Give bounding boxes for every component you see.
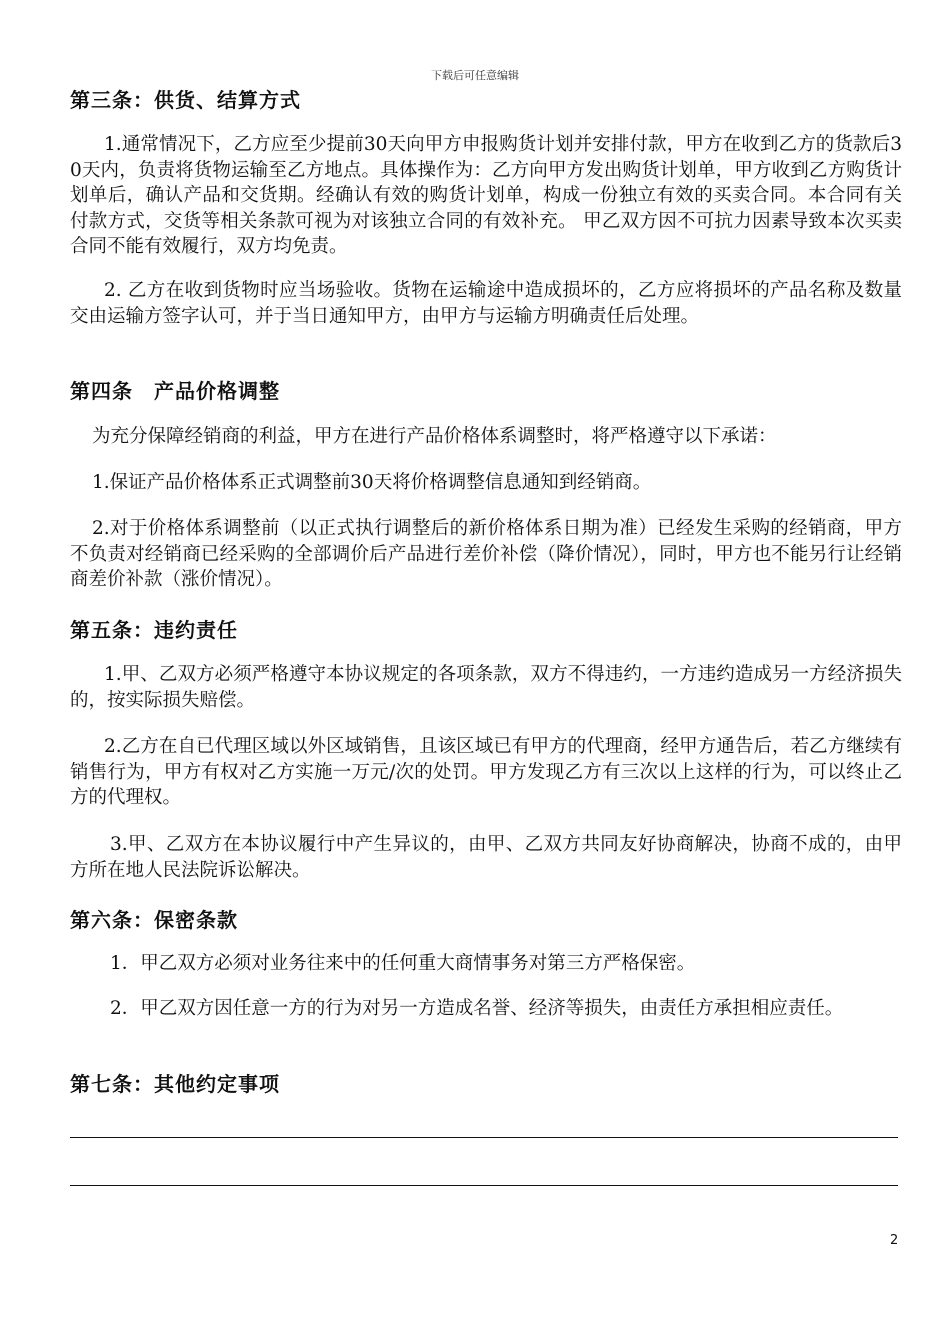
- section-3-heading: 第三条：供货、结算方式: [70, 88, 301, 112]
- section-5-heading: 第五条：违约责任: [70, 618, 238, 642]
- section-6-heading: 第六条：保密条款: [70, 908, 238, 932]
- header-note: 下载后可任意编辑: [431, 69, 519, 82]
- section-6-paragraph-1: 1．甲乙双方必须对业务往来中的任何重大商情事务对第三方严格保密。: [110, 953, 696, 974]
- section-5-paragraph-2: 2.乙方在自已代理区域以外区域销售，且该区域已有甲方的代理商，经甲方通告后，若乙方继续有销售行为，甲方有权对乙方实施一万元/次的处罚。甲方发现乙方有三次以上这样的行为，可以终止乙方的代理权。: [70, 736, 902, 808]
- section-4-paragraph-1: 为充分保障经销商的利益，甲方在进行产品价格体系调整时，将严格遵守以下承诺：: [92, 426, 777, 447]
- blank-fill-line-1: [70, 1137, 898, 1138]
- section-5-paragraph-1: 1.甲、乙双方必须严格遵守本协议规定的各项条款，双方不得违约，一方违约造成另一方经济损失的，按实际损失赔偿。: [70, 664, 902, 711]
- section-4-heading: 第四条 产品价格调整: [70, 379, 280, 403]
- page-number: 2: [890, 1233, 899, 1248]
- section-7-heading: 第七条：其他约定事项: [70, 1072, 280, 1096]
- section-3-paragraph-2: 2. 乙方在收到货物时应当场验收。货物在运输途中造成损坏的，乙方应将损坏的产品名称及数量交由运输方签字认可，并于当日通知甲方，由甲方与运输方明确责任后处理。: [70, 280, 902, 327]
- section-4-paragraph-3: 2.对于价格体系调整前（以正式执行调整后的新价格体系日期为准）已经发生采购的经销商，甲方不负责对经销商已经采购的全部调价后产品进行差价补偿（降价情况），同时，甲方也不能另行让经销商差价补款（涨价情况）。: [70, 518, 902, 590]
- section-5-paragraph-3: 3.甲、乙双方在本协议履行中产生异议的，由甲、乙双方共同友好协商解决，协商不成的，由甲方所在地人民法院诉讼解决。: [70, 834, 902, 881]
- section-4-paragraph-2: 1.保证产品价格体系正式调整前30天将价格调整信息通知到经销商。: [92, 472, 652, 493]
- section-6-paragraph-2: 2．甲乙双方因任意一方的行为对另一方造成名誉、经济等损失，由责任方承担相应责任。: [110, 998, 844, 1019]
- section-3-paragraph-1: 1.通常情况下，乙方应至少提前30天向甲方申报购货计划并安排付款，甲方在收到乙方的货款后30天内，负责将货物运输至乙方地点。具体操作为：乙方向甲方发出购货计划单，甲方收到乙方购货计划单后，确认产品和交货期。经确认有效的购货计划单，构成一份独立有效的买卖合同。本合同有关付款方式，交货等相关条款可视为对该独立合同的有效补充。 甲乙双方因不可抗力因素导致本次买卖合同不能有效履行，双方均免责。: [70, 134, 902, 257]
- blank-fill-line-2: [70, 1185, 898, 1186]
